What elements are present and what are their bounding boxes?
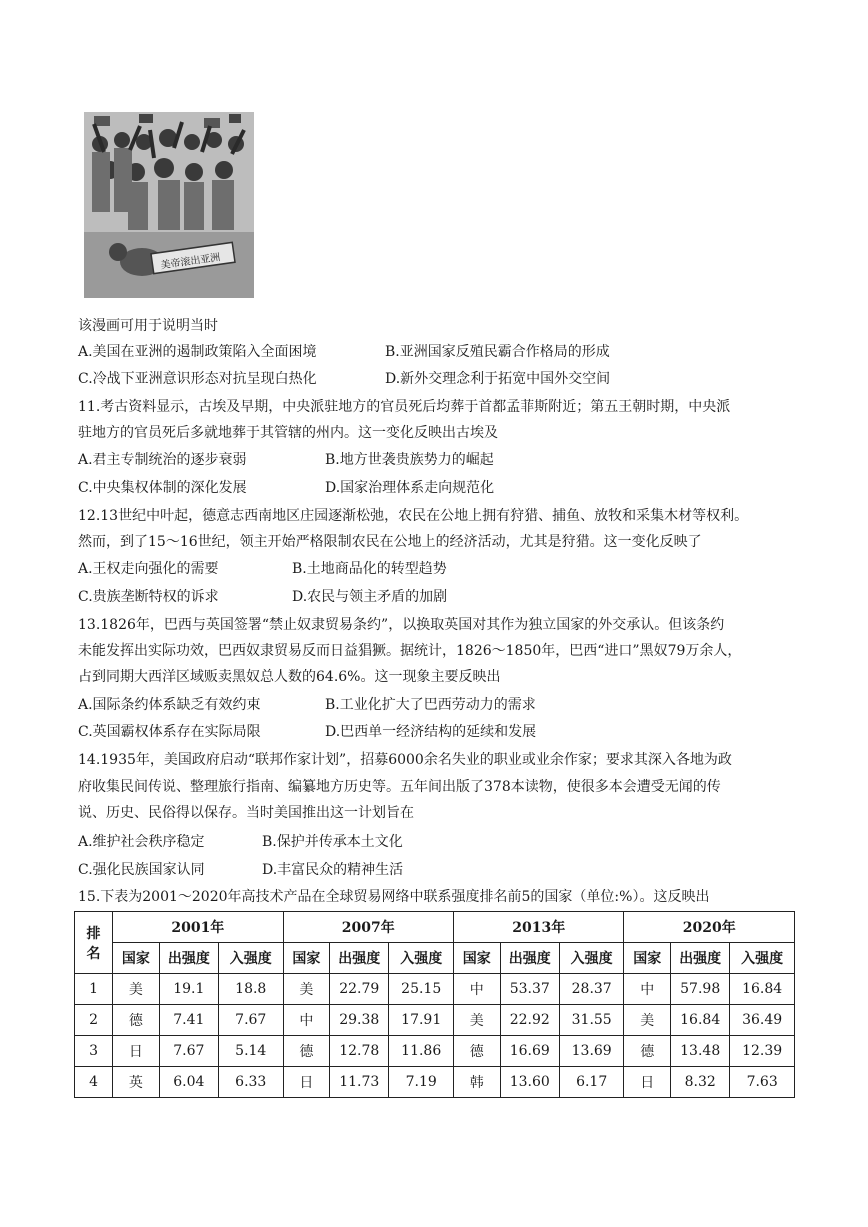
in-strength-cell: 17.91 <box>389 1005 454 1036</box>
out-strength-cell: 7.41 <box>159 1005 218 1036</box>
q10-option-a[interactable]: A.美国在亚洲的遏制政策陷入全面困境 <box>78 344 317 360</box>
out-strength-cell: 57.98 <box>671 974 730 1005</box>
rank-cell: 2 <box>75 1005 113 1036</box>
cartoon-illustration <box>84 112 254 298</box>
q10-option-c[interactable]: C.冷战下亚洲意识形态对抗呈现白热化 <box>78 371 317 387</box>
year-header-2001: 2001年 <box>113 912 283 943</box>
table-row <box>75 1036 795 1067</box>
q13-option-c[interactable]: C.英国霸权体系存在实际局限 <box>78 724 261 740</box>
q14-option-c[interactable]: C.强化民族国家认同 <box>78 862 205 878</box>
table-row <box>75 974 795 1005</box>
in-strength-cell: 12.39 <box>730 1036 795 1067</box>
out-strength-cell: 22.79 <box>330 974 389 1005</box>
out-strength-cell: 8.32 <box>671 1067 730 1098</box>
q10-option-d[interactable]: D.新外交理念利于拓宽中国外交空间 <box>385 371 611 387</box>
sub-header-country: 国家 <box>113 943 160 974</box>
year-header-2013: 2013年 <box>454 912 624 943</box>
out-strength-cell: 16.69 <box>500 1036 559 1067</box>
rank-cell: 4 <box>75 1067 113 1098</box>
q14-stem-line3: 说、历史、民俗得以保存。当时美国推出这一计划旨在 <box>78 805 414 821</box>
q13-option-a[interactable]: A.国际条约体系缺乏有效约束 <box>78 697 261 713</box>
q13-stem-line3: 占到同期大西洋区域贩卖黑奴总人数的64.6%。这一现象主要反映出 <box>78 669 501 685</box>
sub-header-in: 入强度 <box>730 943 795 974</box>
q11-stem-line2: 驻地方的官员死后多就地葬于其管辖的州内。这一变化反映出古埃及 <box>78 425 498 441</box>
out-strength-cell: 53.37 <box>500 974 559 1005</box>
in-strength-cell: 36.49 <box>730 1005 795 1036</box>
q11-option-c[interactable]: C.中央集权体制的深化发展 <box>78 480 247 496</box>
sub-header-out: 出强度 <box>330 943 389 974</box>
in-strength-cell: 7.19 <box>389 1067 454 1098</box>
q11-option-d[interactable]: D.国家治理体系走向规范化 <box>325 480 495 496</box>
in-strength-cell: 31.55 <box>559 1005 624 1036</box>
q12-option-a[interactable]: A.王权走向强化的需要 <box>78 561 219 577</box>
q12-stem-line2: 然而，到了15～16世纪，领主开始严格限制农民在公地上的经济活动，尤其是狩猎。这一变化反映了 <box>78 534 702 550</box>
q12-option-c[interactable]: C.贵族垄断特权的诉求 <box>78 589 219 605</box>
q13-stem-line1: 13.1826年，巴西与英国签署“禁止奴隶贸易条约”，以换取英国对其作为独立国家的外交承认。但该条约 <box>78 617 725 633</box>
q10-option-b[interactable]: B.亚洲国家反殖民霸合作格局的形成 <box>385 344 610 360</box>
country-cell: 英 <box>113 1067 160 1098</box>
in-strength-cell: 13.69 <box>559 1036 624 1067</box>
year-header-2007: 2007年 <box>283 912 453 943</box>
table-row <box>75 1067 795 1098</box>
q13-option-b[interactable]: B.工业化扩大了巴西劳动力的需求 <box>325 697 536 713</box>
country-cell: 美 <box>113 974 160 1005</box>
q12-option-d[interactable]: D.农民与领主矛盾的加剧 <box>292 589 448 605</box>
sub-header-out: 出强度 <box>671 943 730 974</box>
q14-option-d[interactable]: D.丰富民众的精神生活 <box>262 862 404 878</box>
q13-option-d[interactable]: D.巴西单一经济结构的延续和发展 <box>325 724 537 740</box>
q12-option-b[interactable]: B.土地商品化的转型趋势 <box>292 561 447 577</box>
sub-header-country: 国家 <box>283 943 330 974</box>
in-strength-cell: 6.33 <box>218 1067 283 1098</box>
country-cell: 日 <box>283 1067 330 1098</box>
out-strength-cell: 12.78 <box>330 1036 389 1067</box>
sub-header-country: 国家 <box>624 943 671 974</box>
country-cell: 德 <box>624 1036 671 1067</box>
country-cell: 美 <box>454 1005 501 1036</box>
country-cell: 美 <box>283 974 330 1005</box>
q11-option-a[interactable]: A.君主专制统治的逐步衰弱 <box>78 452 247 468</box>
out-strength-cell: 29.38 <box>330 1005 389 1036</box>
in-strength-cell: 6.17 <box>559 1067 624 1098</box>
country-cell: 德 <box>454 1036 501 1067</box>
in-strength-cell: 28.37 <box>559 974 624 1005</box>
cartoon-banner-text: 美帝滚出亚洲 <box>160 252 221 272</box>
q10-stem: 该漫画可用于说明当时 <box>78 318 218 334</box>
in-strength-cell: 7.63 <box>730 1067 795 1098</box>
year-header-2020: 2020年 <box>624 912 795 943</box>
country-cell: 德 <box>113 1005 160 1036</box>
country-cell: 中 <box>454 974 501 1005</box>
rank-cell: 1 <box>75 974 113 1005</box>
in-strength-cell: 18.8 <box>218 974 283 1005</box>
sub-header-out: 出强度 <box>159 943 218 974</box>
q13-stem-line2: 未能发挥出实际功效，巴西奴隶贸易反而日益猖獗。据统计，1826～1850年，巴西“进口”黑奴79万余人， <box>78 643 742 659</box>
q14-stem-line2: 府收集民间传说、整理旅行指南、编纂地方历史等。五年间出版了378本读物，使很多本会遭受无闻的传 <box>78 779 721 795</box>
country-cell: 日 <box>113 1036 160 1067</box>
out-strength-cell: 22.92 <box>500 1005 559 1036</box>
country-cell: 美 <box>624 1005 671 1036</box>
country-cell: 日 <box>624 1067 671 1098</box>
out-strength-cell: 19.1 <box>159 974 218 1005</box>
q14-option-a[interactable]: A.维护社会秩序稳定 <box>78 834 205 850</box>
country-cell: 中 <box>283 1005 330 1036</box>
in-strength-cell: 11.86 <box>389 1036 454 1067</box>
in-strength-cell: 25.15 <box>389 974 454 1005</box>
q11-option-b[interactable]: B.地方世袭贵族势力的崛起 <box>325 452 494 468</box>
country-cell: 中 <box>624 974 671 1005</box>
sub-header-out: 出强度 <box>500 943 559 974</box>
out-strength-cell: 13.48 <box>671 1036 730 1067</box>
rank-cell: 3 <box>75 1036 113 1067</box>
out-strength-cell: 7.67 <box>159 1036 218 1067</box>
sub-header-in: 入强度 <box>389 943 454 974</box>
q11-stem-line1: 11.考古资料显示，古埃及早期，中央派驻地方的官员死后均葬于首都孟菲斯附近；第五王朝时期，中央派 <box>78 399 731 415</box>
sub-header-country: 国家 <box>454 943 501 974</box>
country-cell: 韩 <box>454 1067 501 1098</box>
out-strength-cell: 6.04 <box>159 1067 218 1098</box>
out-strength-cell: 16.84 <box>671 1005 730 1036</box>
q12-stem-line1: 12.13世纪中叶起，德意志西南地区庄园逐渐松弛，农民在公地上拥有狩猎、捕鱼、放牧和采集木材等权利。 <box>78 508 749 524</box>
sub-header-in: 入强度 <box>218 943 283 974</box>
sub-header-in: 入强度 <box>559 943 624 974</box>
out-strength-cell: 13.60 <box>500 1067 559 1098</box>
in-strength-cell: 16.84 <box>730 974 795 1005</box>
rank-header: 排 名 <box>75 912 113 974</box>
out-strength-cell: 11.73 <box>330 1067 389 1098</box>
country-cell: 德 <box>283 1036 330 1067</box>
q15-stem: 15.下表为2001～2020年高技术产品在全球贸易网络中联系强度排名前5的国家（单位:%）。这反映出 <box>78 889 710 905</box>
table-row <box>75 1005 795 1036</box>
in-strength-cell: 5.14 <box>218 1036 283 1067</box>
q14-stem-line1: 14.1935年，美国政府启动“联邦作家计划”，招募6000余名失业的职业或业余作家；要求其深入各地为政 <box>78 752 732 768</box>
q14-option-b[interactable]: B.保护并传承本土文化 <box>262 834 403 850</box>
q15-data-table <box>74 911 795 1098</box>
in-strength-cell: 7.67 <box>218 1005 283 1036</box>
